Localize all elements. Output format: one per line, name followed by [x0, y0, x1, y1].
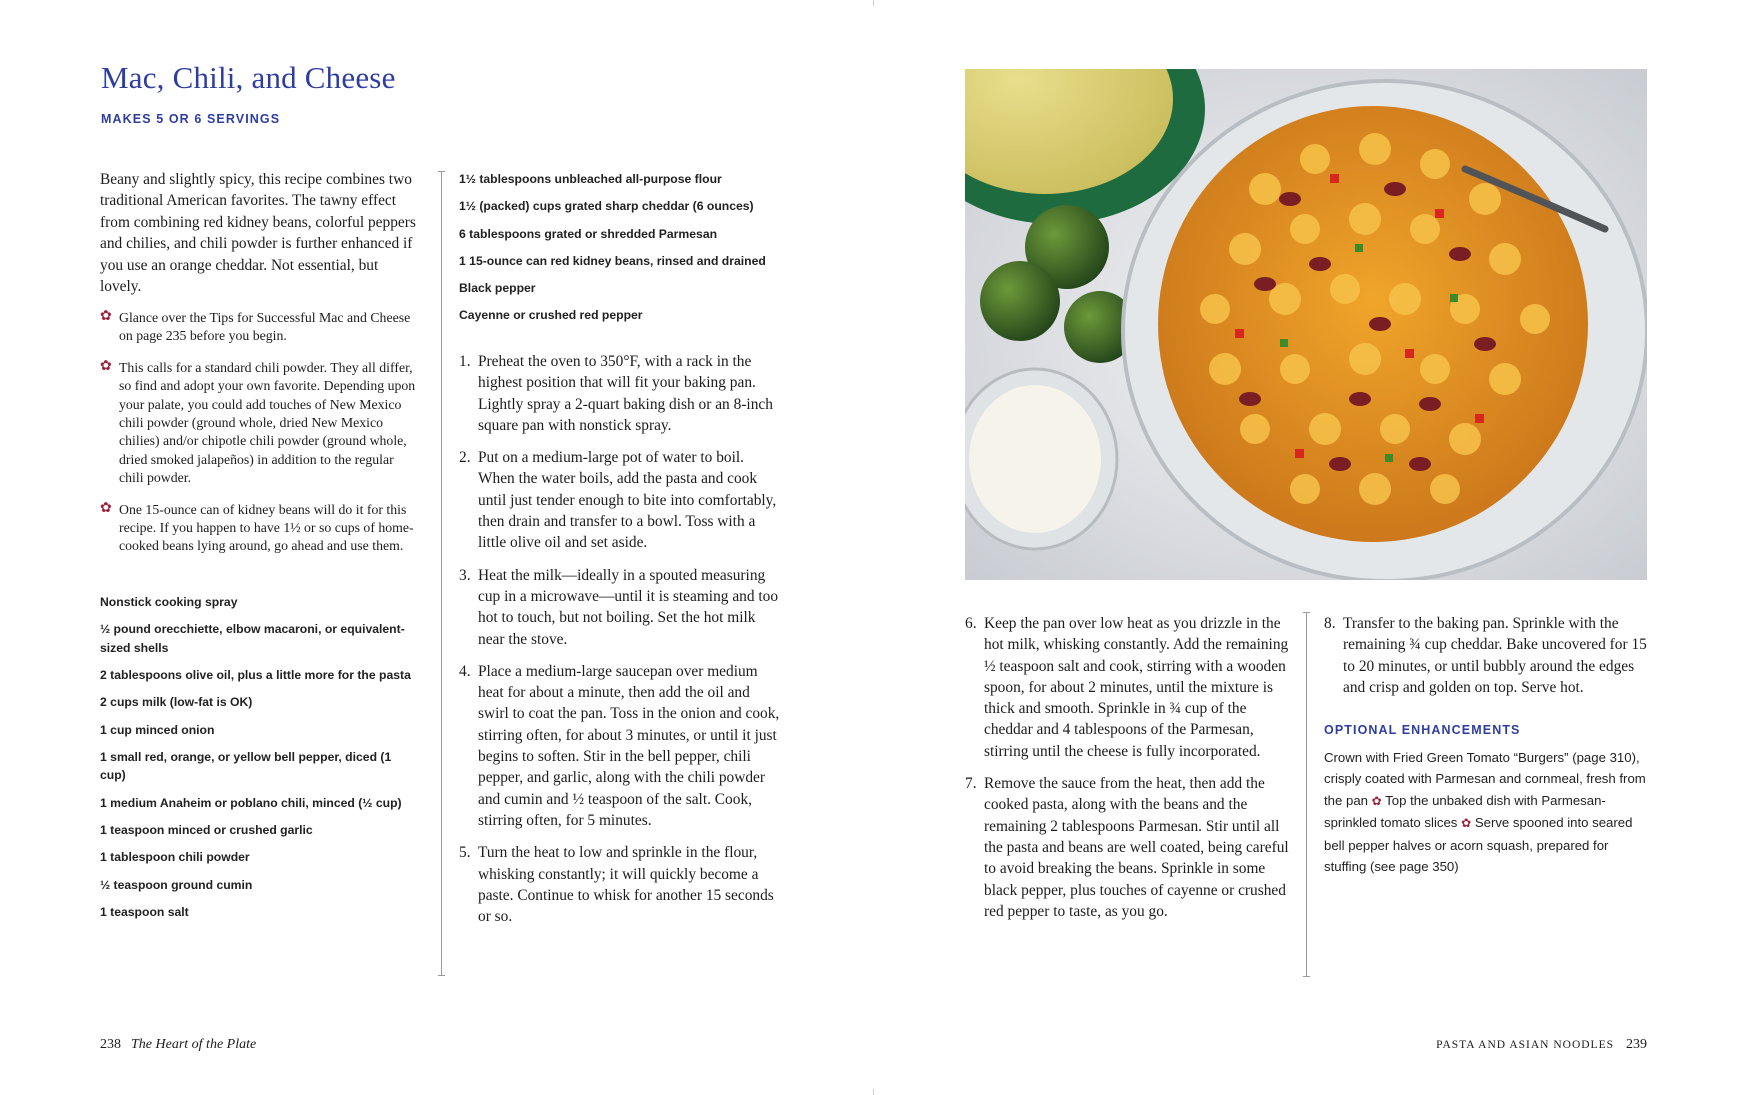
ingredient-list-left	[100, 593, 420, 930]
page-number-left: 238	[100, 1037, 121, 1052]
ingredient-item: 1 teaspoon salt	[100, 904, 189, 919]
enhancements-heading: OPTIONAL ENHANCEMENTS	[1324, 723, 1521, 737]
step-text: Keep the pan over low heat as you drizzle in the hot milk, whisking constantly. Add the remaining ½ teaspoon salt and cook, stirring with a wooden spoon, for about 2 minutes, until the mixture is thick and smooth. Sprinkle in ¾ cup of the cheddar and 4 tablespoons of the Parmesan, stirring until the cheese is fully incorporated.	[984, 615, 1289, 760]
ingredient-item: 2 tablespoons olive oil, plus a little more for the pasta	[100, 668, 411, 683]
flower-bullet-icon: ✿	[100, 309, 112, 324]
gutter-mark-bottom	[873, 1089, 874, 1095]
ingredient-item: 1 15-ounce can red kidney beans, rinsed and drained	[459, 253, 766, 268]
ingredient-item: Black pepper	[459, 281, 536, 296]
step-number: 6.	[965, 615, 977, 632]
steps-list-middle	[459, 351, 781, 938]
enhancement-item: Top the unbaked dish with Parmesan-sprinkled tomato slices	[1324, 792, 1606, 831]
ingredient-item: Nonstick cooking spray	[100, 595, 238, 609]
step-item	[965, 613, 1290, 762]
step-item	[459, 661, 781, 831]
ingredient-item: 1½ (packed) cups grated sharp cheddar (6 ounces)	[459, 199, 754, 214]
tip-item	[100, 359, 420, 488]
flower-bullet-icon: ✿	[100, 358, 112, 374]
step-item	[459, 447, 781, 553]
tip-item	[100, 309, 420, 346]
tip-text: One 15-ounce can of kidney beans will do it for this recipe. If you happen to have 1½ or so cups of home-cooked beans lying around, go ahead and use them.	[119, 501, 414, 554]
ingredient-item: Cayenne or crushed red pepper	[459, 308, 643, 323]
footer-left	[100, 1037, 256, 1053]
step-item	[1324, 613, 1649, 698]
column-rule-right	[1306, 612, 1307, 977]
ingredient-item: 1 teaspoon minced or crushed garlic	[100, 823, 313, 838]
step-item	[459, 842, 781, 927]
ingredient-item: 6 tablespoons grated or shredded Parmesan	[459, 226, 718, 241]
step-text: Put on a medium-large pot of water to boil. When the water boils, add the pasta and cook until just tender enough to bite into comfortably, then drain and transfer to a bowl. Toss with a little olive oil and set aside.	[478, 449, 777, 552]
ingredient-item: ½ pound orecchiette, elbow macaroni, or equivalent-sized shells	[100, 622, 405, 655]
step-text: Preheat the oven to 350°F, with a rack in the highest position that will fit your baking pan. Lightly spray a 2-quart baking dish or an 8-inch square pan with nonstick spray.	[478, 353, 773, 434]
enhancements-text	[1324, 747, 1654, 877]
step-text: Remove the sauce from the heat, then add the cooked pasta, along with the beans and the remaining 2 tablespoons Parmesan. Stir until all the pasta and beans are well coated, being careful to avoid breaking the beans. Sprinkle in some black pepper, plus touches of cayenne or crushed red pepper to taste, as you go.	[984, 775, 1289, 920]
steps-list-far-right	[1324, 613, 1649, 709]
green-tomato	[980, 261, 1060, 341]
step-text: Turn the heat to low and sprinkle in the flour, whisking constantly; it will quickly become a paste. Continue to whisk for another 15 seconds or so.	[478, 844, 774, 926]
enhancement-item: Crown with Fried Green Tomato “Burgers” (page 310), crisply coated with Parmesan and cornmeal, fresh from the pan	[1324, 750, 1646, 808]
footer-right	[1436, 1037, 1647, 1053]
recipe-title: Mac, Chili, and Cheese	[101, 60, 396, 95]
step-number: 8.	[1324, 615, 1336, 632]
gutter-mark-top	[873, 0, 874, 6]
column-rule-left	[441, 171, 442, 976]
book-title: The Heart of the Plate	[131, 1037, 257, 1052]
flower-bullet-icon: ✿	[1461, 816, 1472, 831]
intro-paragraph: Beany and slightly spicy, this recipe combines two traditional American favorites. The tawny effect from combining red kidney beans, colorful peppers and chilies, and chili powder is further enhanced if you use an orange cheddar. Not essential, but lovely.	[100, 171, 416, 296]
ingredient-item: 1 small red, orange, or yellow bell pepper, diced (1 cup)	[100, 749, 392, 783]
step-item	[459, 351, 781, 436]
recipe-photo	[965, 69, 1647, 580]
ingredient-item: 1 medium Anaheim or poblano chili, minced (½ cup)	[100, 795, 402, 810]
flower-bullet-icon: ✿	[100, 500, 112, 516]
ingredient-item: 1 cup minced onion	[100, 722, 215, 737]
tip-text: This calls for a standard chili powder. They all differ, so find and adopt your own favorite. Depending upon your palate, you could add touches of New Mexico chili powder (ground whole, dried New Mexico chilies) and/or chipotle chili powder (ground whole, dried smoked jalapeños) in addition to the regular chili powder.	[119, 359, 416, 486]
step-number: 2.	[459, 449, 471, 467]
servings-label: MAKES 5 OR 6 SERVINGS	[101, 112, 281, 126]
step-number: 4.	[459, 662, 471, 680]
flower-bullet-icon: ✿	[1371, 793, 1382, 808]
step-item	[965, 773, 1290, 922]
ingredient-item: ½ teaspoon ground cumin	[100, 877, 253, 892]
step-number: 5.	[459, 844, 471, 862]
step-text: Place a medium-large saucepan over medium heat for about a minute, then add the oil and swirl to coat the pan. Toss in the onion and cook, stirring often, for about 3 minutes, or until it just begins to soften. Stir in the bell pepper, chili pepper, and garlic, along with the chili powder and cumin and ½ teaspoon of the salt. Cook, stirring often, for 5 minutes.	[478, 662, 780, 829]
enhancement-item: Serve spooned into seared bell pepper halves or acorn squash, prepared for stuffing (see page 350)	[1324, 815, 1633, 875]
ingredient-item: 1½ tablespoons unbleached all-purpose flour	[459, 172, 722, 186]
section-title: PASTA AND ASIAN NOODLES	[1436, 1039, 1614, 1051]
tip-item	[100, 501, 420, 556]
tip-text: Glance over the Tips for Successful Mac and Cheese on page 235 before you begin.	[119, 310, 411, 344]
page-number-right: 239	[1626, 1037, 1647, 1052]
ingredient-item: 2 cups milk (low-fat is OK)	[100, 695, 253, 710]
ingredient-item: 1 tablespoon chili powder	[100, 850, 250, 865]
tips-list	[100, 309, 420, 569]
step-number: 7.	[965, 775, 977, 793]
step-item	[459, 565, 781, 650]
step-text: Heat the milk—ideally in a spouted measuring cup in a microwave—until it is steaming and too hot to touch, but not boiling. Set the hot milk near the stove.	[478, 566, 779, 648]
step-number: 3.	[459, 566, 471, 584]
steps-list-right	[965, 613, 1290, 933]
step-text: Transfer to the baking pan. Sprinkle with the remaining ¾ cup cheddar. Bake uncovered for 15 to 20 minutes, or until bubbly around the edges and crisp and golden on top. Serve hot.	[1343, 615, 1647, 696]
step-number: 1.	[459, 353, 471, 370]
shredded-parmesan	[969, 385, 1101, 533]
ingredient-list-right	[459, 170, 789, 334]
